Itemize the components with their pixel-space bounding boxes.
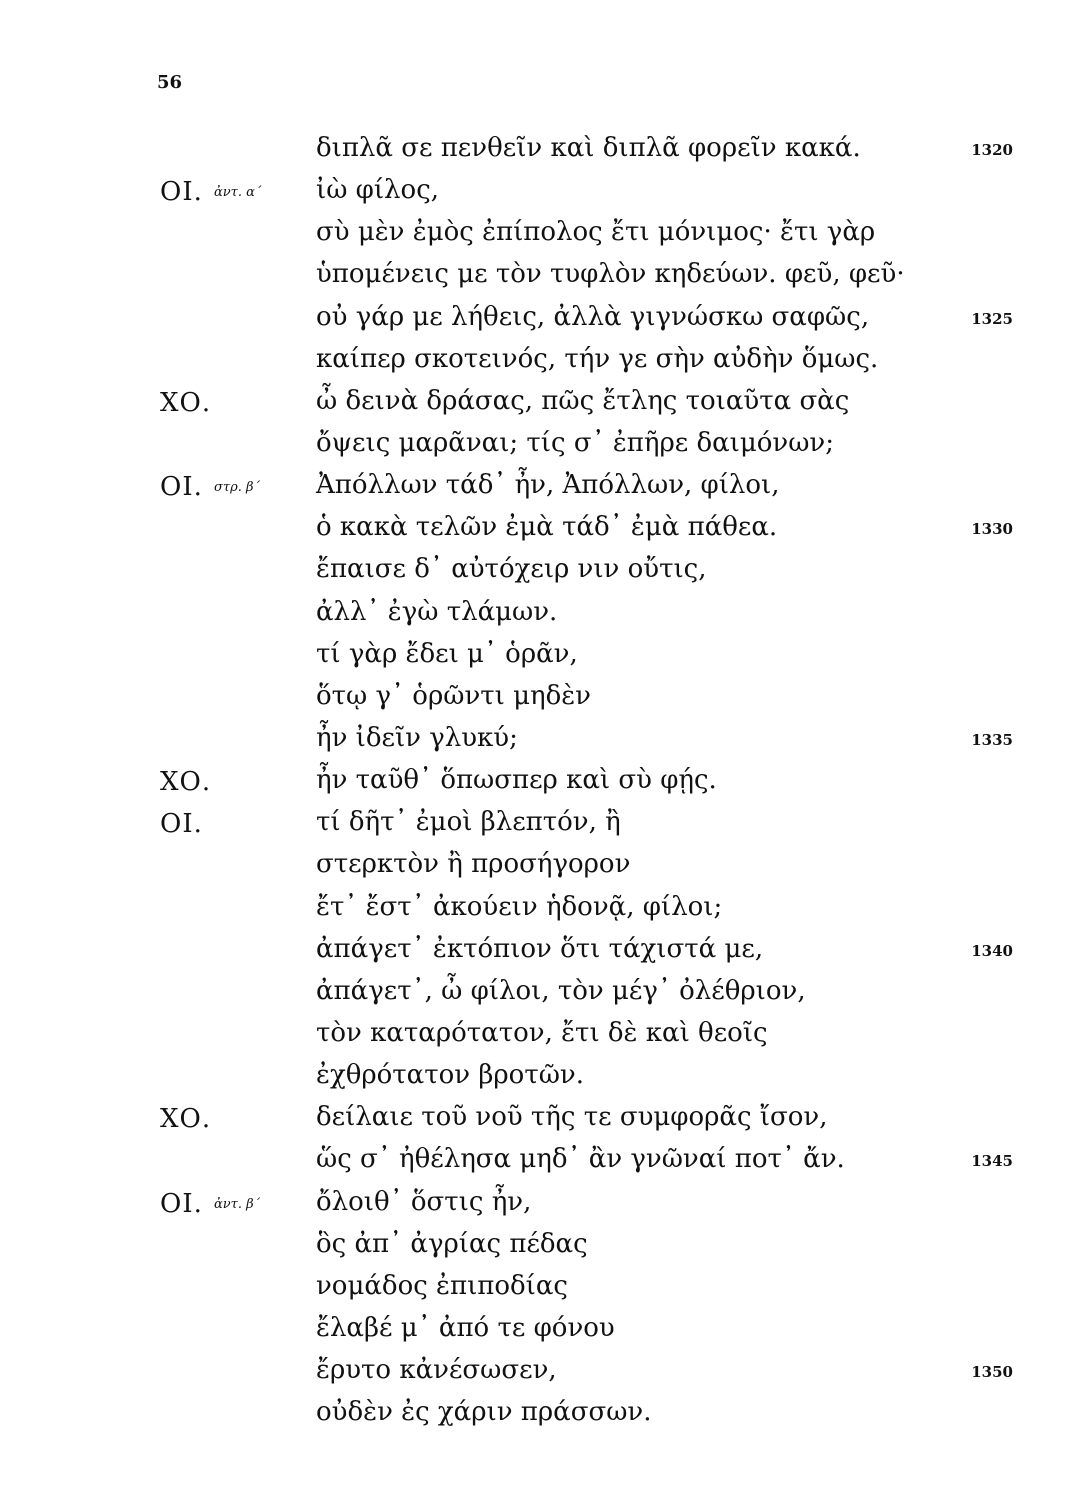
verse-text: ὦ δεινὰ δράσας, πῶς ἔτλης τοιαῦτα σὰς <box>316 385 850 416</box>
verse-line <box>0 386 1085 428</box>
speaker-label: ΧΟ. <box>160 387 212 418</box>
verse-text: ὃς ἀπ᾽ ἀγρίας πέδας <box>316 1228 588 1259</box>
verse-text: ὁ κακὰ τελῶν ἐμὰ τάδ᾽ ἐμὰ πάθεα. <box>316 512 778 543</box>
verse-text: ὥς σ᾽ ἠθέλησα μηδ᾽ ἂν γνῶναί ποτ᾽ ἄν. <box>316 1144 845 1175</box>
line-number: 1335 <box>971 730 1013 749</box>
verse-line <box>0 512 1085 554</box>
line-number: 1325 <box>971 309 1013 328</box>
verse-text: οὐ γάρ με λήθεις, ἀλλὰ γιγνώσκω σαφῶς, <box>316 301 870 332</box>
verse-line <box>0 217 1085 259</box>
verse-block <box>0 133 1085 1439</box>
verse-line <box>0 302 1085 344</box>
verse-text: ἔτ᾽ ἔστ᾽ ἀκούειν ἡδονᾷ, φίλοι; <box>316 891 723 922</box>
verse-text: τὸν καταρότατον, ἔτι δὲ καὶ θεοῖς <box>316 1017 768 1048</box>
verse-line <box>0 428 1085 470</box>
verse-line <box>0 807 1085 849</box>
line-number: 1350 <box>971 1363 1013 1382</box>
verse-text: σὺ μὲν ἐμὸς ἐπίπολος ἔτι μόνιμος· ἔτι γὰρ <box>316 217 876 248</box>
verse-line <box>0 470 1085 512</box>
verse-line <box>0 976 1085 1018</box>
verse-text: ἦν ἰδεῖν γλυκύ; <box>316 722 518 753</box>
verse-line <box>0 892 1085 934</box>
verse-text: δείλαιε τοῦ νοῦ τῆς τε συμφορᾶς ἴσον, <box>316 1102 828 1133</box>
line-number: 1320 <box>971 141 1013 159</box>
verse-line <box>0 1102 1085 1144</box>
verse-line <box>0 597 1085 639</box>
verse-text: Ἀπόλλων τάδ᾽ ἦν, Ἀπόλλων, φίλοι, <box>316 470 780 501</box>
verse-text: τί δῆτ᾽ ἐμοὶ βλεπτόν, ἢ <box>316 807 621 838</box>
verse-text: τί γὰρ ἔδει μ᾽ ὁρᾶν, <box>316 638 578 669</box>
verse-text: νομάδος ἐπιποδίας <box>316 1270 568 1301</box>
verse-text: καίπερ σκοτεινός, τήν γε σὴν αὐδὴν ὅμως. <box>316 343 879 374</box>
speaker-label: ΧΟ. <box>160 1104 212 1135</box>
speaker-label: ΟΙ. <box>160 472 203 503</box>
verse-line <box>0 934 1085 976</box>
verse-line <box>0 554 1085 596</box>
verse-line <box>0 133 1085 175</box>
verse-text: ἔπαισε δ᾽ αὐτόχειρ νιν οὔτις, <box>316 554 707 585</box>
verse-line <box>0 1313 1085 1355</box>
verse-text: ἀπάγετ᾽ ἐκτόπιον ὅτι τάχιστά με, <box>316 933 764 964</box>
verse-text: ὄλοιθ᾽ ὅστις ἦν, <box>316 1186 532 1217</box>
verse-text: οὐδὲν ἐς χάριν πράσσων. <box>316 1397 652 1428</box>
verse-line <box>0 681 1085 723</box>
strophe-marker: ἀντ. α΄ <box>214 185 262 201</box>
strophe-marker: στρ. β΄ <box>214 480 260 496</box>
verse-line <box>0 1187 1085 1229</box>
verse-text: στερκτὸν ἢ προσήγορον <box>316 849 631 880</box>
line-number: 1340 <box>971 941 1013 960</box>
verse-line <box>0 639 1085 681</box>
verse-line <box>0 1271 1085 1313</box>
verse-line <box>0 259 1085 301</box>
verse-text: ἔρυτο κἀνέσωσεν, <box>316 1355 557 1386</box>
verse-line <box>0 765 1085 807</box>
verse-text: ἀλλ᾽ ἐγὼ τλάμων. <box>316 596 558 627</box>
verse-text: ἐχθρότατον βροτῶν. <box>316 1060 584 1091</box>
speaker-label: ΧΟ. <box>160 767 212 798</box>
page-number: 56 <box>157 72 183 93</box>
verse-text: ἰὼ φίλος, <box>316 175 440 206</box>
verse-line <box>0 1018 1085 1060</box>
verse-text: ἦν ταῦθ᾽ ὅπωσπερ καὶ σὺ φῄς. <box>316 765 717 796</box>
verse-line <box>0 1144 1085 1186</box>
verse-text: διπλᾶ σε πενθεῖν καὶ διπλᾶ φορεῖν κακά. <box>316 133 861 163</box>
verse-line <box>0 175 1085 217</box>
speaker-label: ΟΙ. <box>160 809 203 840</box>
verse-line <box>0 723 1085 765</box>
verse-line <box>0 849 1085 891</box>
verse-text: ὄψεις μαρᾶναι; τίς σ᾽ ἐπῆρε δαιμόνων; <box>316 427 834 458</box>
strophe-marker: ἀντ. β΄ <box>214 1196 261 1212</box>
line-number: 1345 <box>971 1152 1013 1171</box>
line-number: 1330 <box>971 520 1013 539</box>
verse-text: ἔλαβέ μ᾽ ἀπό τε φόνου <box>316 1312 615 1343</box>
verse-line <box>0 1355 1085 1397</box>
verse-text: ἀπάγετ᾽, ὦ φίλοι, τὸν μέγ᾽ ὀλέθριον, <box>316 975 806 1006</box>
verse-line <box>0 344 1085 386</box>
verse-text: ὅτῳ γ᾽ ὁρῶντι μηδὲν <box>316 680 591 711</box>
verse-line <box>0 1397 1085 1439</box>
verse-line <box>0 1060 1085 1102</box>
verse-text: ὑπομένεις με τὸν τυφλὸν κηδεύων. φεῦ, φεῦ· <box>316 259 905 290</box>
speaker-label: ΟΙ. <box>160 177 203 208</box>
speaker-label: ΟΙ. <box>160 1188 203 1219</box>
verse-line <box>0 1229 1085 1271</box>
